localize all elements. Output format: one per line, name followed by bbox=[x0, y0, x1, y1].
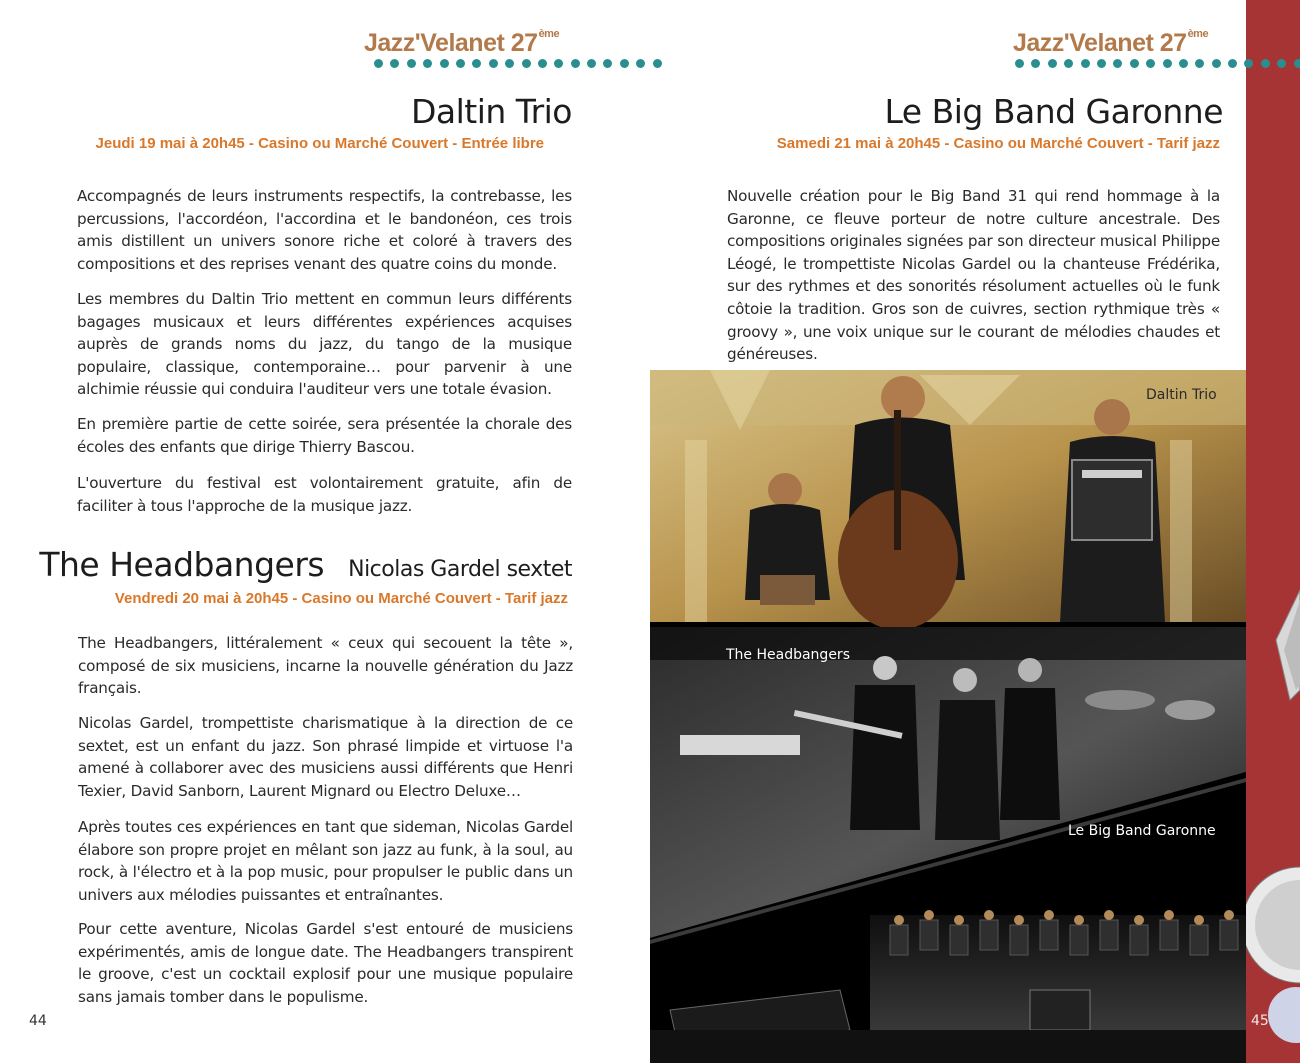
headbangers-paragraph-3: Après toutes ces expériences en tant que sideman, Nicolas Gardel élabore son propre projet en mêlant son jazz au funk, à la soul, au rock, à l'électro et à la pop music, pour propulser le public dans un univers aux mélodies puissantes et entraînantes. bbox=[78, 818, 573, 904]
page-number-right: 45 bbox=[1251, 1013, 1269, 1029]
section-title-big-band-garonne: Le Big Band Garonne bbox=[884, 92, 1223, 131]
headbangers-paragraph-2: Nicolas Gardel, trompettiste charismatique à la direction de ce sextet, est un enfant du jazz. Son phrasé limpide et virtuose l'a amené à collaborer avec des musiciens aussi différents que Henri Texier, David Sanborn, Laurent Mignard ou Electro Deluxe… bbox=[78, 714, 573, 800]
dot-divider-left bbox=[374, 59, 662, 68]
section-title-extra: Nicolas Gardel sextet bbox=[348, 557, 572, 582]
decorative-sidebar bbox=[1246, 0, 1300, 1063]
section-title-daltin-trio: Daltin Trio bbox=[410, 92, 572, 131]
event-details-big-band-garonne: Samedi 21 mai à 20h45 - Casino ou Marché Couvert - Tarif jazz bbox=[776, 135, 1220, 152]
section-title-headbangers: The Headbangers Nicolas Gardel sextet bbox=[39, 545, 572, 584]
daltin-paragraph-1: Accompagnés de leurs instruments respectifs, la contrebasse, les percussions, l'accordéon, l'accordina et le bandonéon, ces trois amis distillent un univers sonore riche et coloré à travers des compositions et des reprises venant des quatre coins du monde. bbox=[77, 187, 572, 273]
festival-brand-left: Jazz'Velanet 27ème bbox=[364, 28, 560, 57]
photo-caption-daltin-trio: Daltin Trio bbox=[1146, 387, 1217, 403]
daltin-paragraph-3: En première partie de cette soirée, sera présentée la chorale des écoles des enfants que dirige Thierry Bascou. bbox=[77, 415, 572, 456]
event-details-headbangers: Vendredi 20 mai à 20h45 - Casino ou Marché Couvert - Tarif jazz bbox=[114, 590, 568, 607]
festival-brand-right: Jazz'Velanet 27ème bbox=[1013, 28, 1209, 57]
photo-collage bbox=[650, 370, 1246, 1063]
headbangers-paragraph-1: The Headbangers, littéralement « ceux qui secouent la tête », composé de six musiciens, incarne la nouvelle génération du Jazz français. bbox=[78, 634, 573, 698]
daltin-paragraph-4: L'ouverture du festival est volontairement gratuite, afin de faciliter à tous l'approche de la musique jazz. bbox=[77, 474, 572, 515]
big-band-paragraph: Nouvelle création pour le Big Band 31 qui rend hommage à la Garonne, ce fleuve porteur de notre culture ancestrale. Des compositions originales signées par son directeur musical Philippe Léogé, le trompettiste Nicolas Gardel ou la chanteuse Frédérika, sur des rythmes et des sonorités résolument actuelles où le funk côtoie la tradition. Gros son de cuivres, section rythmique très « groovy », une voix unique sur le courant de mélodies chaudes et généreuses. bbox=[727, 187, 1220, 364]
event-details-daltin-trio: Jeudi 19 mai à 20h45 - Casino ou Marché Couvert - Entrée libre bbox=[95, 135, 544, 152]
photo-caption-headbangers: The Headbangers bbox=[726, 647, 850, 663]
dot-divider-right bbox=[1015, 59, 1300, 68]
photo-collage-art bbox=[650, 370, 1246, 1063]
photo-daltin-trio bbox=[650, 370, 1246, 630]
photo-caption-big-band-garonne: Le Big Band Garonne bbox=[1068, 823, 1216, 839]
page-number-left: 44 bbox=[29, 1013, 47, 1029]
daltin-paragraph-2: Les membres du Daltin Trio mettent en commun leurs différents bagages musicaux et leurs différentes expériences acquises auprès de grands noms du jazz, du tango de la musique populaire, classique, contemporaine… pour parvenir à une alchimie réussie qui conduira l'auditeur vers une totale évasion. bbox=[77, 290, 572, 399]
sidebar-decoration bbox=[1246, 0, 1300, 1063]
headbangers-paragraph-4: Pour cette aventure, Nicolas Gardel s'est entouré de musiciens expérimentés, amis de longue date. The Headbangers transpirent le groove, c'est un cocktail explosif pour une musique populaire sans jamais tomber dans le populisme. bbox=[78, 920, 573, 1006]
